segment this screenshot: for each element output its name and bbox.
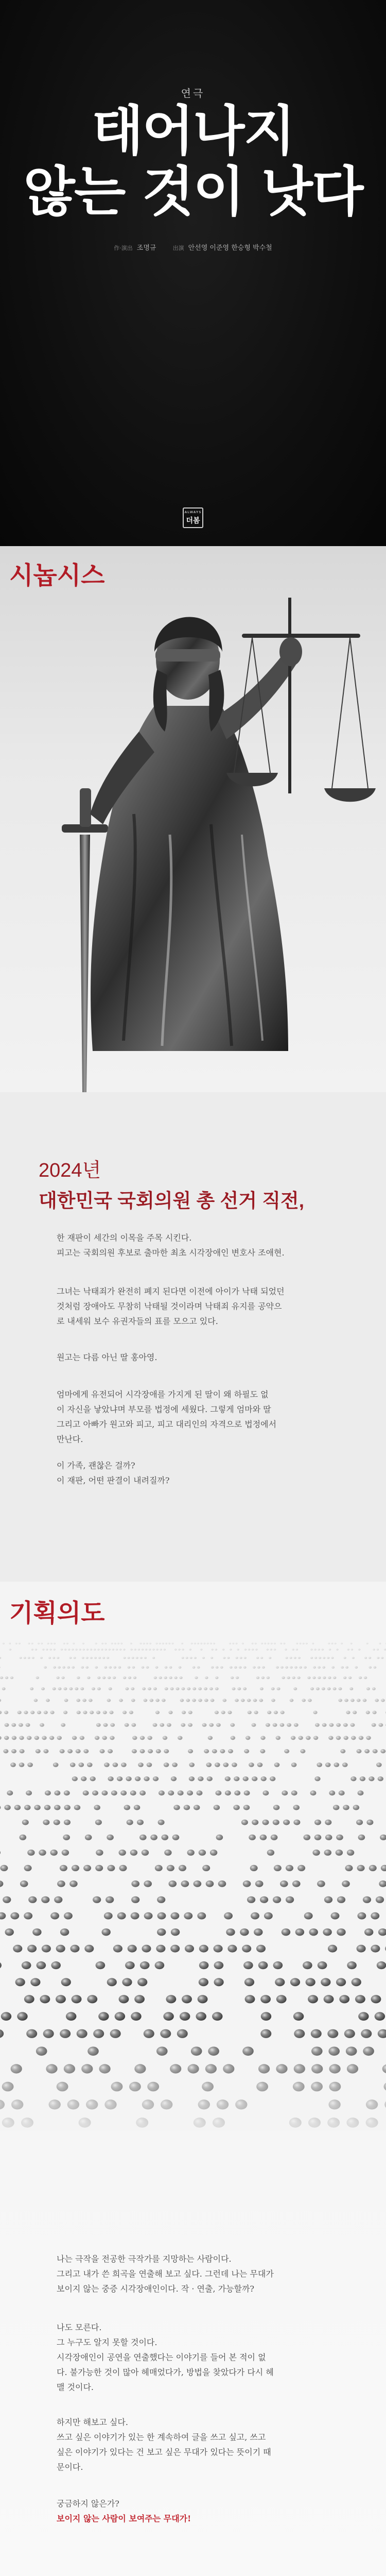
plan-text-section <box>0 2130 386 2576</box>
synopsis-text-section <box>0 1092 386 1582</box>
poster-credits <box>0 242 386 252</box>
poster-title-line2: 않는 것이 낫다 <box>23 160 363 223</box>
credit-cast-label: 出演 <box>172 245 184 251</box>
credit-cast-names: 안선영 이준영 한승형 박수철 <box>188 244 272 252</box>
synopsis-line: 원고는 다름 아닌 딸 홍아영. <box>57 1352 157 1362</box>
synopsis-line: 이 자신을 낳았냐며 부모를 법정에 세웠다. 그렇게 엄마와 딸 <box>57 1404 271 1414</box>
synopsis-line: 그리고 아빠가 원고와 피고, 피고 대리인의 자격으로 법정에서 <box>57 1419 277 1429</box>
plan-paragraph-2 <box>57 2320 350 2395</box>
plan-paragraph-1 <box>57 2251 350 2296</box>
plan-line: 쓰고 싶은 이야기가 있는 한 계속하여 글을 쓰고 싶고, 쓰고 <box>57 2432 266 2442</box>
braille-dots-illustration <box>0 1582 386 2130</box>
justice-statue-image <box>0 546 386 1092</box>
plan-line: 나도 모른다. <box>57 2323 102 2332</box>
synopsis-title: 시놉시스 <box>9 562 105 589</box>
plan-highlight-line: 보이지 않는 사람이 보여주는 무대가! <box>57 2514 191 2523</box>
credit-writer <box>114 244 158 252</box>
synopsis-paragraph-2 <box>57 1284 345 1329</box>
plan-line: 싶은 이야기가 있다는 건 보고 싶은 무대가 있다는 뜻이기 때 <box>57 2447 271 2457</box>
plan-line: 궁금하지 않은가? <box>57 2499 119 2509</box>
synopsis-line: 로 내세워 보수 유권자들의 표를 모으고 있다. <box>57 1316 218 1326</box>
synopsis-paragraph-1 <box>57 1230 345 1260</box>
poster-title <box>0 100 386 222</box>
credit-cast <box>173 244 272 252</box>
logo-main-text: 더봄 <box>186 517 200 525</box>
synopsis-line: 엄마에게 유전되어 시각장애를 가지게 된 딸이 왜 하필도 없 <box>57 1389 269 1399</box>
plan-line: 보이지 않는 중증 시각장애인이다. 작 · 연출, 가능할까? <box>57 2284 255 2294</box>
credit-writer-name: 조명규 <box>136 244 156 252</box>
poster-kicker: 연극 <box>181 87 205 99</box>
credit-writer-label: 作·演出 <box>114 245 133 251</box>
plan-line: 그 누구도 알지 못할 것이다. <box>57 2337 157 2347</box>
plan-line: 시각장애인이 공연을 연출했다는 이야기를 들어 본 적이 없 <box>57 2352 266 2362</box>
plan-line: 나는 극작을 전공한 극작가를 지망하는 사람이다. <box>57 2254 232 2264</box>
synopsis-year: 2024년 <box>39 1160 101 1181</box>
braille-image <box>0 1582 386 2130</box>
synopsis-line: 피고는 국회의원 후보로 출마한 최초 시각장애인 변호사 조애현. <box>57 1248 285 1258</box>
plan-paragraph-4 <box>57 2496 350 2526</box>
poster-title-line1: 태어나지 <box>92 99 294 162</box>
synopsis-paragraph-4 <box>57 1387 345 1447</box>
synopsis-line: 것처럼 장애아도 무참히 낙태될 것이라며 낙태죄 유지를 공약으 <box>57 1301 282 1311</box>
plan-line: 맬 것이다. <box>57 2382 94 2392</box>
plan-line: 다. 불가능한 것이 많아 헤매었다가, 방법을 찾았다가 다시 헤 <box>57 2367 274 2377</box>
plan-paragraph-3 <box>57 2415 350 2475</box>
plan-line: 그리고 내가 쓴 희곡을 연출해 보고 싶다. 그런데 나는 무대가 <box>57 2269 274 2279</box>
plan-title: 기획의도 <box>9 1600 105 1627</box>
theater-logo <box>183 507 203 528</box>
synopsis-paragraph-5 <box>57 1458 345 1488</box>
synopsis-line: 이 가족, 괜찮은 걸까? <box>57 1461 135 1470</box>
synopsis-line: 그녀는 낙태죄가 완전히 폐지 된다면 이전에 아이가 낙태 되었던 <box>57 1286 285 1296</box>
synopsis-paragraph-3 <box>57 1350 345 1365</box>
plan-line: 문이다. <box>57 2462 83 2472</box>
plan-line: 하지만 해보고 싶다. <box>57 2417 128 2427</box>
synopsis-line: 만난다. <box>57 1434 83 1444</box>
lady-justice-illustration <box>0 546 386 1092</box>
synopsis-line: 한 재판이 세간의 이목을 주목 시킨다. <box>57 1233 192 1243</box>
logo-top-text: ALWAYS <box>184 511 202 514</box>
poster <box>0 0 386 546</box>
synopsis-line: 이 재판, 어떤 판결이 내려질까? <box>57 1476 170 1485</box>
synopsis-headline: 대한민국 국회의원 총 선거 직전, <box>39 1190 305 1211</box>
